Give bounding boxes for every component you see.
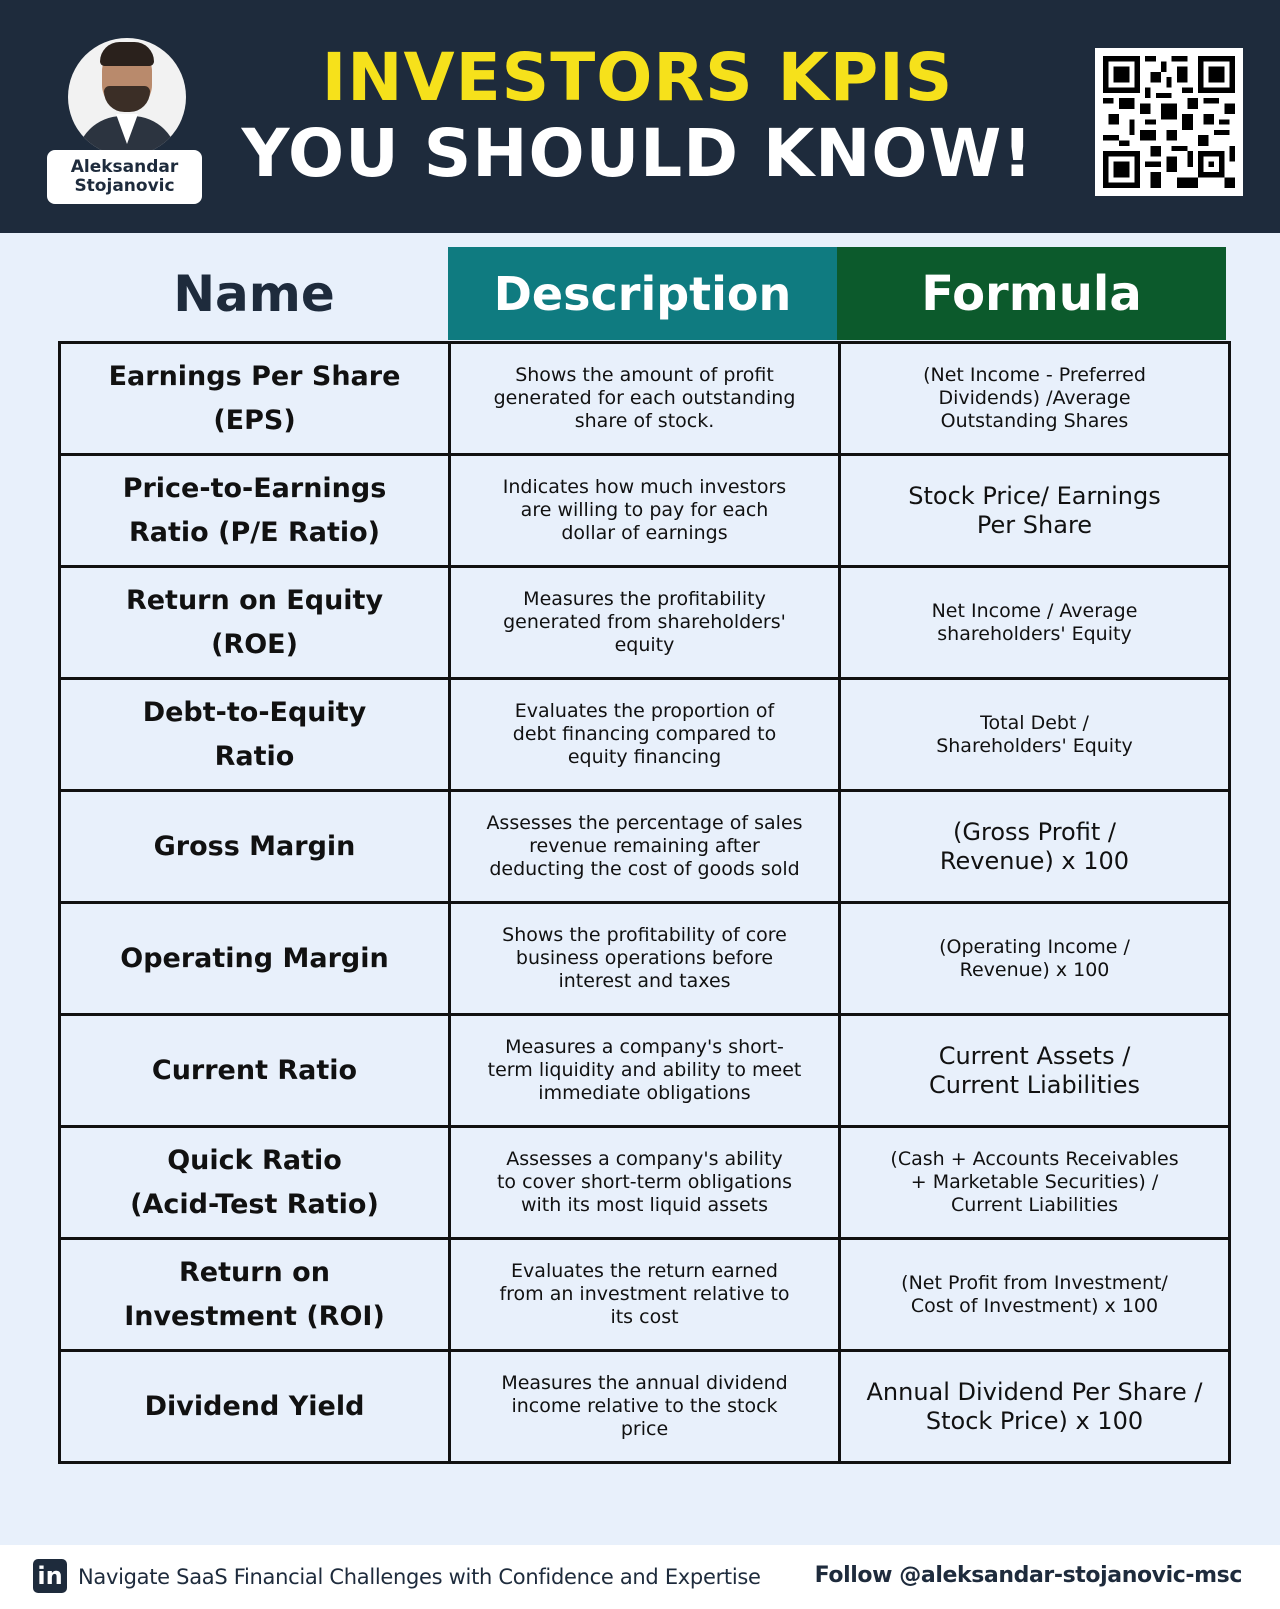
kpi-description-line: debt financing compared to (512, 723, 777, 745)
kpi-description-line: immediate obligations (538, 1082, 751, 1104)
kpi-description-line: price (620, 1418, 669, 1440)
title-line-1: INVESTORS KPIS (321, 39, 954, 116)
kpi-description-cell (450, 791, 840, 903)
kpi-description-line: generated for each outstanding (493, 387, 796, 409)
kpi-formula-line: shareholders' Equity (937, 622, 1132, 645)
page-title (215, 39, 1060, 194)
kpi-description-line: with its most liquid assets (520, 1194, 769, 1216)
table-row (60, 679, 1230, 791)
kpi-description-line: Evaluates the proportion of (514, 700, 775, 722)
kpi-formula-cell (840, 903, 1230, 1015)
kpi-name-line: Dividend Yield (144, 1390, 365, 1422)
qr-code[interactable] (1095, 48, 1243, 196)
kpi-description-line: Assesses a company's ability (506, 1148, 783, 1170)
kpi-formula-line: (Gross Profit / (953, 817, 1116, 846)
kpi-description-line: Shows the amount of profit (515, 364, 774, 386)
kpi-formula-cell (840, 455, 1230, 567)
kpi-name-cell (60, 791, 450, 903)
kpi-description-line: Indicates how much investors (502, 476, 787, 498)
kpi-formula-line: Revenue) x 100 (959, 958, 1110, 981)
footer-tagline: Navigate SaaS Financial Challenges with Confidence and Expertise (78, 1565, 761, 1589)
author-photo (68, 38, 186, 156)
kpi-description-cell (450, 1239, 840, 1351)
kpi-formula-cell (840, 1015, 1230, 1127)
kpi-name-line: (ROE) (211, 628, 298, 660)
kpi-description-cell (450, 1127, 840, 1239)
table-row (60, 1239, 1230, 1351)
kpi-formula-line: (Operating Income / (939, 935, 1130, 958)
title-line-2: YOU SHOULD KNOW! (241, 115, 1034, 192)
table-row (60, 455, 1230, 567)
kpi-table (58, 341, 1231, 1464)
kpi-formula-line: + Marketable Securities) / (910, 1171, 1159, 1193)
kpi-description-line: income relative to the stock (511, 1395, 778, 1417)
kpi-description-cell (450, 903, 840, 1015)
author-first-name: Aleksandar (70, 157, 179, 177)
kpi-formula-line: Stock Price) x 100 (925, 1406, 1144, 1435)
table-row (60, 343, 1230, 455)
kpi-name-cell (60, 567, 450, 679)
kpi-name-line: Ratio (P/E Ratio) (128, 516, 380, 548)
kpi-name-cell (60, 1239, 450, 1351)
table-row (60, 1351, 1230, 1463)
kpi-description-line: revenue remaining after (529, 835, 760, 857)
kpi-name-line: Return on Equity (125, 584, 384, 616)
kpi-name-line: Operating Margin (120, 942, 389, 974)
kpi-name-line: Earnings Per Share (108, 360, 401, 392)
kpi-description-line: Measures a company's short- (505, 1036, 784, 1058)
author-name-badge (47, 150, 202, 204)
kpi-formula-line: Revenue) x 100 (939, 846, 1130, 875)
kpi-description-cell (450, 567, 840, 679)
kpi-formula-cell (840, 791, 1230, 903)
kpi-description-cell (450, 1351, 840, 1463)
kpi-name-cell (60, 1351, 450, 1463)
kpi-formula-line: Current Liabilities (950, 1194, 1119, 1216)
kpi-name-cell (60, 679, 450, 791)
kpi-description-line: Assesses the percentage of sales (486, 812, 803, 834)
kpi-description-line: Shows the profitability of core (502, 924, 787, 946)
qr-code-icon (1103, 56, 1235, 188)
column-header-name: Name (173, 264, 335, 323)
footer (0, 1545, 1280, 1609)
kpi-name-cell (60, 455, 450, 567)
kpi-name-line: Price-to-Earnings (122, 472, 387, 504)
kpi-description-line: to cover short-term obligations (496, 1171, 793, 1193)
kpi-description-line: Measures the profitability (523, 588, 766, 610)
kpi-description-line: dollar of earnings (561, 522, 728, 544)
kpi-description-line: deducting the cost of goods sold (489, 858, 800, 880)
kpi-description-cell (450, 343, 840, 455)
kpi-formula-line: Dividends) /Average (938, 387, 1131, 409)
kpi-description-cell (450, 1015, 840, 1127)
kpi-formula-cell (840, 1239, 1230, 1351)
kpi-formula-cell (840, 567, 1230, 679)
kpi-formula-cell (840, 679, 1230, 791)
kpi-name-line: Investment (ROI) (124, 1300, 385, 1332)
kpi-formula-line: Net Income / Average (931, 599, 1138, 622)
kpi-name-line: Gross Margin (153, 830, 356, 862)
kpi-description-line: are willing to pay for each (520, 499, 769, 521)
kpi-description-line: equity (614, 634, 675, 656)
kpi-description-line: share of stock. (574, 410, 715, 432)
table-row (60, 1015, 1230, 1127)
kpi-name-cell (60, 1015, 450, 1127)
kpi-description-line: generated from shareholders' (503, 611, 786, 633)
kpi-name-line: Return on (179, 1256, 330, 1288)
kpi-description-line: Measures the annual dividend (501, 1372, 788, 1394)
kpi-name-line: Quick Ratio (167, 1144, 342, 1176)
table-row (60, 567, 1230, 679)
table-row (60, 791, 1230, 903)
kpi-formula-line: (Cash + Accounts Receivables (890, 1148, 1179, 1170)
kpi-formula-cell (840, 343, 1230, 455)
kpi-description-cell (450, 679, 840, 791)
kpi-formula-line: (Net Profit from Investment/ (901, 1271, 1168, 1294)
table-row (60, 903, 1230, 1015)
kpi-description-line: business operations before (515, 947, 774, 969)
kpi-formula-line: Shareholders' Equity (936, 734, 1133, 757)
kpi-description-line: interest and taxes (558, 970, 731, 992)
kpi-formula-line: Current Liabilities (928, 1070, 1141, 1099)
kpi-formula-line: Stock Price/ Earnings (908, 481, 1161, 510)
header-banner (0, 0, 1280, 233)
kpi-name-cell (60, 1127, 450, 1239)
kpi-formula-line: Cost of Investment) x 100 (910, 1294, 1159, 1317)
kpi-name-line: Current Ratio (151, 1054, 358, 1086)
kpi-name-line: Debt-to-Equity (142, 696, 367, 728)
author-last-name: Stojanovic (74, 176, 175, 196)
table-row (60, 1127, 1230, 1239)
kpi-formula-line: Annual Dividend Per Share / (866, 1377, 1203, 1406)
kpi-formula-cell (840, 1351, 1230, 1463)
kpi-formula-cell (840, 1127, 1230, 1239)
kpi-description-line: its cost (610, 1306, 679, 1328)
kpi-formula-line: Outstanding Shares (940, 410, 1129, 432)
kpi-name-cell (60, 343, 450, 455)
column-header-description: Description (448, 247, 837, 340)
kpi-description-line: from an investment relative to (499, 1283, 790, 1305)
footer-follow-handle[interactable]: Follow @aleksandar-stojanovic-msc (814, 1563, 1242, 1588)
column-header-formula: Formula (837, 247, 1226, 340)
kpi-formula-line: Total Debt / (980, 711, 1089, 734)
linkedin-icon[interactable]: in (33, 1559, 67, 1593)
kpi-name-line: Ratio (214, 740, 295, 772)
kpi-formula-line: Current Assets / (938, 1041, 1131, 1070)
kpi-description-cell (450, 455, 840, 567)
kpi-name-cell (60, 903, 450, 1015)
kpi-description-line: Evaluates the return earned (511, 1260, 778, 1282)
kpi-formula-line: (Net Income - Preferred (923, 364, 1146, 386)
kpi-formula-line: Per Share (976, 510, 1093, 539)
kpi-name-line: (Acid-Test Ratio) (130, 1188, 379, 1220)
kpi-description-line: term liquidity and ability to meet (487, 1059, 802, 1081)
kpi-name-line: (EPS) (213, 404, 296, 436)
avatar (68, 38, 186, 156)
kpi-description-line: equity financing (567, 746, 722, 768)
